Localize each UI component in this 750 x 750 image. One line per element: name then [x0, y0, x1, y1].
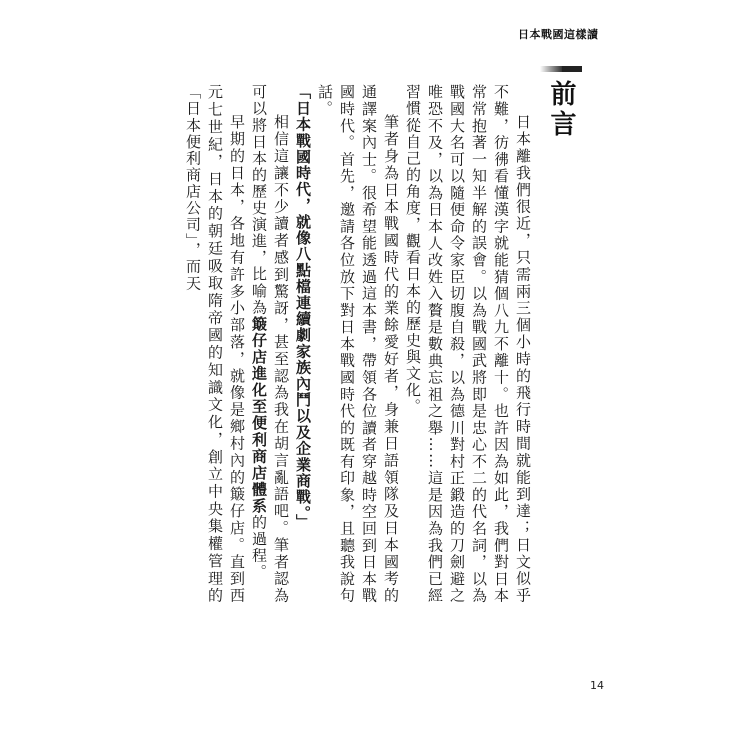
- paragraph-2-text: 筆者身為日本戰國時代的業餘愛好者，身兼日語領隊及日本國考的通譯案內士。很希望能透過這本書，帶領各位讀者穿越時空回到日本戰國時代。首先，邀請各位放下對日本戰國時代的既有印象，且聽我說句話。: [316, 84, 400, 604]
- chapter-title: 前言: [546, 80, 576, 140]
- pull-quote: 「日本戰國時代，就像八點檔連續劇家族內鬥以及企業商戰。」: [294, 84, 312, 531]
- paragraph-3-emphasis: 簸仔店進化至便利商店體系: [250, 315, 268, 515]
- paragraph-3-text: 相信這讓不少讀者感到驚訝，甚至認為我在胡言亂語吧。筆者認為可以將日本的歷史演進，比喻為: [250, 84, 290, 604]
- page-number: 14: [590, 679, 604, 692]
- paragraph-4: [182, 84, 248, 604]
- body-text: [182, 84, 534, 604]
- paragraph-3: [248, 84, 292, 604]
- paragraph-1: [402, 84, 534, 604]
- title-decoration-bar: [562, 66, 582, 72]
- paragraph-2: [314, 84, 402, 604]
- paragraph-1-text: 日本離我們很近，只需兩三個小時的飛行時間就能到達；日文似乎不難，彷彿看懂漢字就能猜個八九不離十。也許因為如此，我們對日本常常抱著一知半解的誤會。以為戰國武將即是忠心不二的代名詞，以為戰國大名可以隨便命令家臣切腹自殺，以為德川對村正鍛造的刀劍避之唯恐不及，以為日本人改姓入贅是數典忘祖之舉……這是因為我們已經習慣從自己的角度，觀看日本的歷史與文化。: [404, 84, 532, 604]
- title-decoration-gradient: [540, 66, 564, 72]
- paragraph-3-text-end: 的過程。: [250, 514, 268, 581]
- paragraph-4-text: 早期的日本，各地有許多小部落，就像是鄉村內的簸仔店。直到西元七世紀，日本的朝廷吸取隋帝國的知識文化，創立中央集權管理的「日本便利商店公司」，而天: [184, 84, 246, 604]
- running-header: 日本戰國這樣讀: [518, 28, 599, 41]
